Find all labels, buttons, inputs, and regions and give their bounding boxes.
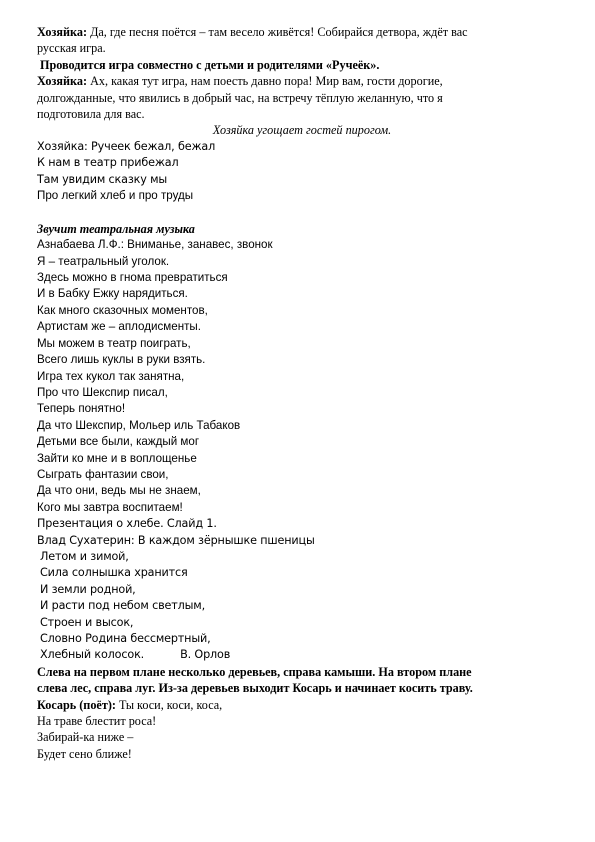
game-announcement: Проводится игра совместно с детьми и родителями «Ручеёк». (40, 57, 380, 72)
intro-line-4 (37, 73, 567, 89)
poem-line: Про что Шекспир писал, (37, 385, 168, 399)
speech-text: Да, где песня поётся – там весело живётся! Собирайся детвора, ждёт вас (87, 25, 468, 39)
speaker-label: Хозяйка: (37, 25, 88, 39)
speech-text: Ты коси, коси, коса, (115, 697, 223, 712)
poem-author: В. Орлов (180, 648, 231, 662)
vlad-poem-line: И расти под небом светлым, (40, 599, 205, 613)
vlad-poem-line: Летом и зимой, (40, 549, 129, 563)
vlad-line: Влад Сухатерин: В каждом зёрнышке пшеницы (37, 533, 315, 547)
song-line: Хозяйка: Ручеек бежал, бежал (37, 139, 216, 153)
speaker-label: Косарь (поёт): (37, 697, 116, 712)
vlad-last-line: Хлебный колосок. (40, 648, 145, 662)
song-line: К нам в театр прибежал (37, 156, 179, 170)
vlad-poem-line: Словно Родина бессмертный, (40, 632, 211, 646)
poem-line: Я – театральный уголок. (37, 254, 170, 268)
kosar-poem-line: На траве блестит роса! (37, 714, 157, 729)
poem-line: Детьми все были, каждый мог (37, 435, 200, 449)
intro-line-6: подготовила для вас. (37, 107, 145, 122)
poem-line: Сыграть фантазии свои, (37, 467, 169, 481)
vlad-poem-line: Сила солнышка хранится (40, 566, 188, 580)
kosar-line (37, 697, 567, 713)
poem-line: Игра тех кукол так занятна, (37, 369, 185, 383)
presentation-line: Презентация о хлебе. Слайд 1. (37, 517, 217, 531)
intro-line-2: русская игра. (37, 41, 106, 56)
music-note: Звучит театральная музыка (37, 221, 195, 236)
poem-line: Да что Шекспир, Мольер иль Табаков (37, 418, 241, 432)
vlad-poem-last (37, 647, 567, 663)
vlad-poem-line: Строен и высок, (40, 615, 134, 629)
document-body (37, 24, 567, 762)
kosar-poem-line: Будет сено ближе! (37, 746, 132, 761)
spacer (37, 204, 567, 220)
poem-line: Зайти ко мне и в воплощенье (37, 451, 197, 465)
poem-line: Как много сказочных моментов, (37, 303, 208, 317)
intro-line-1 (37, 24, 567, 40)
vlad-poem-line: И земли родной, (40, 582, 136, 596)
speech-text: Ах, какая тут игра, нам поесть давно пора! Мир вам, гости дорогие, (87, 74, 443, 89)
poem-line: Да что они, ведь мы не знаем, (37, 484, 201, 498)
poem-line: И в Бабку Ежку нарядиться. (37, 287, 188, 301)
intro-line-5: долгожданные, что явились в добрый час, на встречу тёплую желанную, что я (37, 90, 443, 105)
kosar-poem-line: Забирай-ка ниже – (37, 730, 134, 745)
song-line: Там увидим сказку мы (37, 172, 168, 186)
poem-line: Артистам же – аплодисменты. (37, 320, 201, 334)
poem-line: Мы можем в театр поиграть, (37, 336, 191, 350)
poem-line: Азнабаева Л.Ф.: Вниманье, занавес, звонок (37, 238, 273, 252)
poem-line: Всего лишь куклы в руки взять. (37, 353, 206, 367)
poem-line: Кого мы завтра воспитаем! (37, 500, 183, 514)
stage-direction-2: слева лес, справа луг. Из-за деревьев выходит Косарь и начинает косить траву. (37, 681, 473, 696)
stage-note-pie: Хозяйка угощает гостей пирогом. (212, 123, 392, 138)
song-line-last: Про легкий хлеб и про труды (37, 189, 194, 203)
poem-line: Здесь можно в гнома превратиться (37, 271, 228, 285)
poem-line: Теперь понятно! (37, 402, 126, 416)
speaker-label: Хозяйка: (37, 74, 88, 89)
stage-direction-1: Слева на первом плане несколько деревьев, справа камыши. На втором плане (37, 664, 472, 679)
